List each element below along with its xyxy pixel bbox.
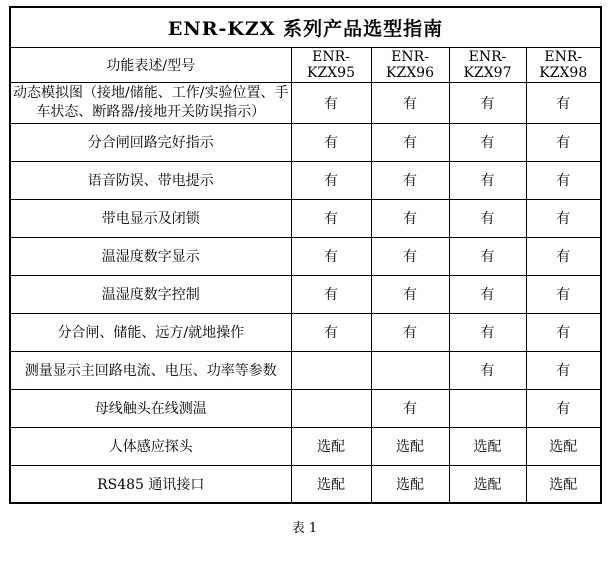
- value-cell: 有: [291, 313, 371, 351]
- feature-column-header: 功能表述/型号: [10, 47, 291, 82]
- value-cell: 有: [371, 161, 449, 199]
- feature-cell: RS485 通讯接口: [10, 465, 291, 503]
- value-cell: [291, 351, 371, 389]
- value-cell: 有: [526, 161, 601, 199]
- table-row: [10, 389, 601, 427]
- feature-cell: 带电显示及闭锁: [10, 199, 291, 237]
- table-row: [10, 82, 601, 123]
- feature-cell: 语音防误、带电提示: [10, 161, 291, 199]
- value-cell: 有: [449, 313, 526, 351]
- product-selection-guide: [9, 6, 600, 536]
- value-cell: [291, 389, 371, 427]
- value-cell: 有: [371, 237, 449, 275]
- value-cell: 有: [371, 123, 449, 161]
- value-cell: 有: [449, 82, 526, 123]
- value-cell: 有: [526, 237, 601, 275]
- feature-cell: 分合闸回路完好指示: [10, 123, 291, 161]
- value-cell: 选配: [526, 465, 601, 503]
- value-cell: 选配: [449, 465, 526, 503]
- table-title: ENR-KZX 系列产品选型指南: [10, 7, 601, 47]
- value-cell: 有: [291, 199, 371, 237]
- value-cell: 选配: [449, 427, 526, 465]
- value-cell: 有: [371, 82, 449, 123]
- table-row: [10, 313, 601, 351]
- feature-cell: 温湿度数字显示: [10, 237, 291, 275]
- value-cell: 有: [526, 389, 601, 427]
- feature-cell: 测量显示主回路电流、电压、功率等参数: [10, 351, 291, 389]
- value-cell: 有: [291, 123, 371, 161]
- value-cell: 有: [526, 275, 601, 313]
- table-row: [10, 199, 601, 237]
- value-cell: [371, 351, 449, 389]
- table-title-row: [10, 7, 601, 47]
- value-cell: 有: [526, 123, 601, 161]
- model-column-header: ENR-KZX98: [526, 47, 601, 82]
- table-row: [10, 351, 601, 389]
- value-cell: 有: [449, 237, 526, 275]
- table-row: [10, 161, 601, 199]
- value-cell: 选配: [291, 427, 371, 465]
- value-cell: 有: [449, 275, 526, 313]
- feature-cell: 人体感应探头: [10, 427, 291, 465]
- feature-cell: 温湿度数字控制: [10, 275, 291, 313]
- model-column-header: ENR-KZX95: [291, 47, 371, 82]
- table-caption: 表 1: [291, 521, 318, 536]
- value-cell: 有: [449, 161, 526, 199]
- selection-table: [9, 6, 602, 504]
- table-row: [10, 275, 601, 313]
- feature-cell: 分合闸、储能、远方/就地操作: [10, 313, 291, 351]
- value-cell: 有: [291, 82, 371, 123]
- value-cell: 有: [291, 275, 371, 313]
- table-row: [10, 237, 601, 275]
- value-cell: [449, 389, 526, 427]
- value-cell: 有: [449, 351, 526, 389]
- table-row: [10, 427, 601, 465]
- value-cell: 有: [526, 199, 601, 237]
- value-cell: 有: [291, 237, 371, 275]
- feature-cell: 母线触头在线测温: [10, 389, 291, 427]
- model-column-header: ENR-KZX97: [449, 47, 526, 82]
- value-cell: 有: [371, 275, 449, 313]
- value-cell: 选配: [371, 427, 449, 465]
- value-cell: 选配: [291, 465, 371, 503]
- table-header-row: [10, 47, 601, 82]
- value-cell: 有: [371, 199, 449, 237]
- table-row: [10, 465, 601, 503]
- value-cell: 有: [291, 161, 371, 199]
- value-cell: 有: [449, 199, 526, 237]
- value-cell: 选配: [371, 465, 449, 503]
- value-cell: 有: [449, 123, 526, 161]
- model-column-header: ENR-KZX96: [371, 47, 449, 82]
- table-row: [10, 123, 601, 161]
- value-cell: 有: [526, 351, 601, 389]
- value-cell: 有: [371, 389, 449, 427]
- value-cell: 有: [526, 82, 601, 123]
- feature-cell: 动态模拟图（接地/储能、工作/实验位置、手车状态、断路器/接地开关防误指示）: [10, 82, 291, 123]
- value-cell: 有: [371, 313, 449, 351]
- value-cell: 有: [526, 313, 601, 351]
- value-cell: 选配: [526, 427, 601, 465]
